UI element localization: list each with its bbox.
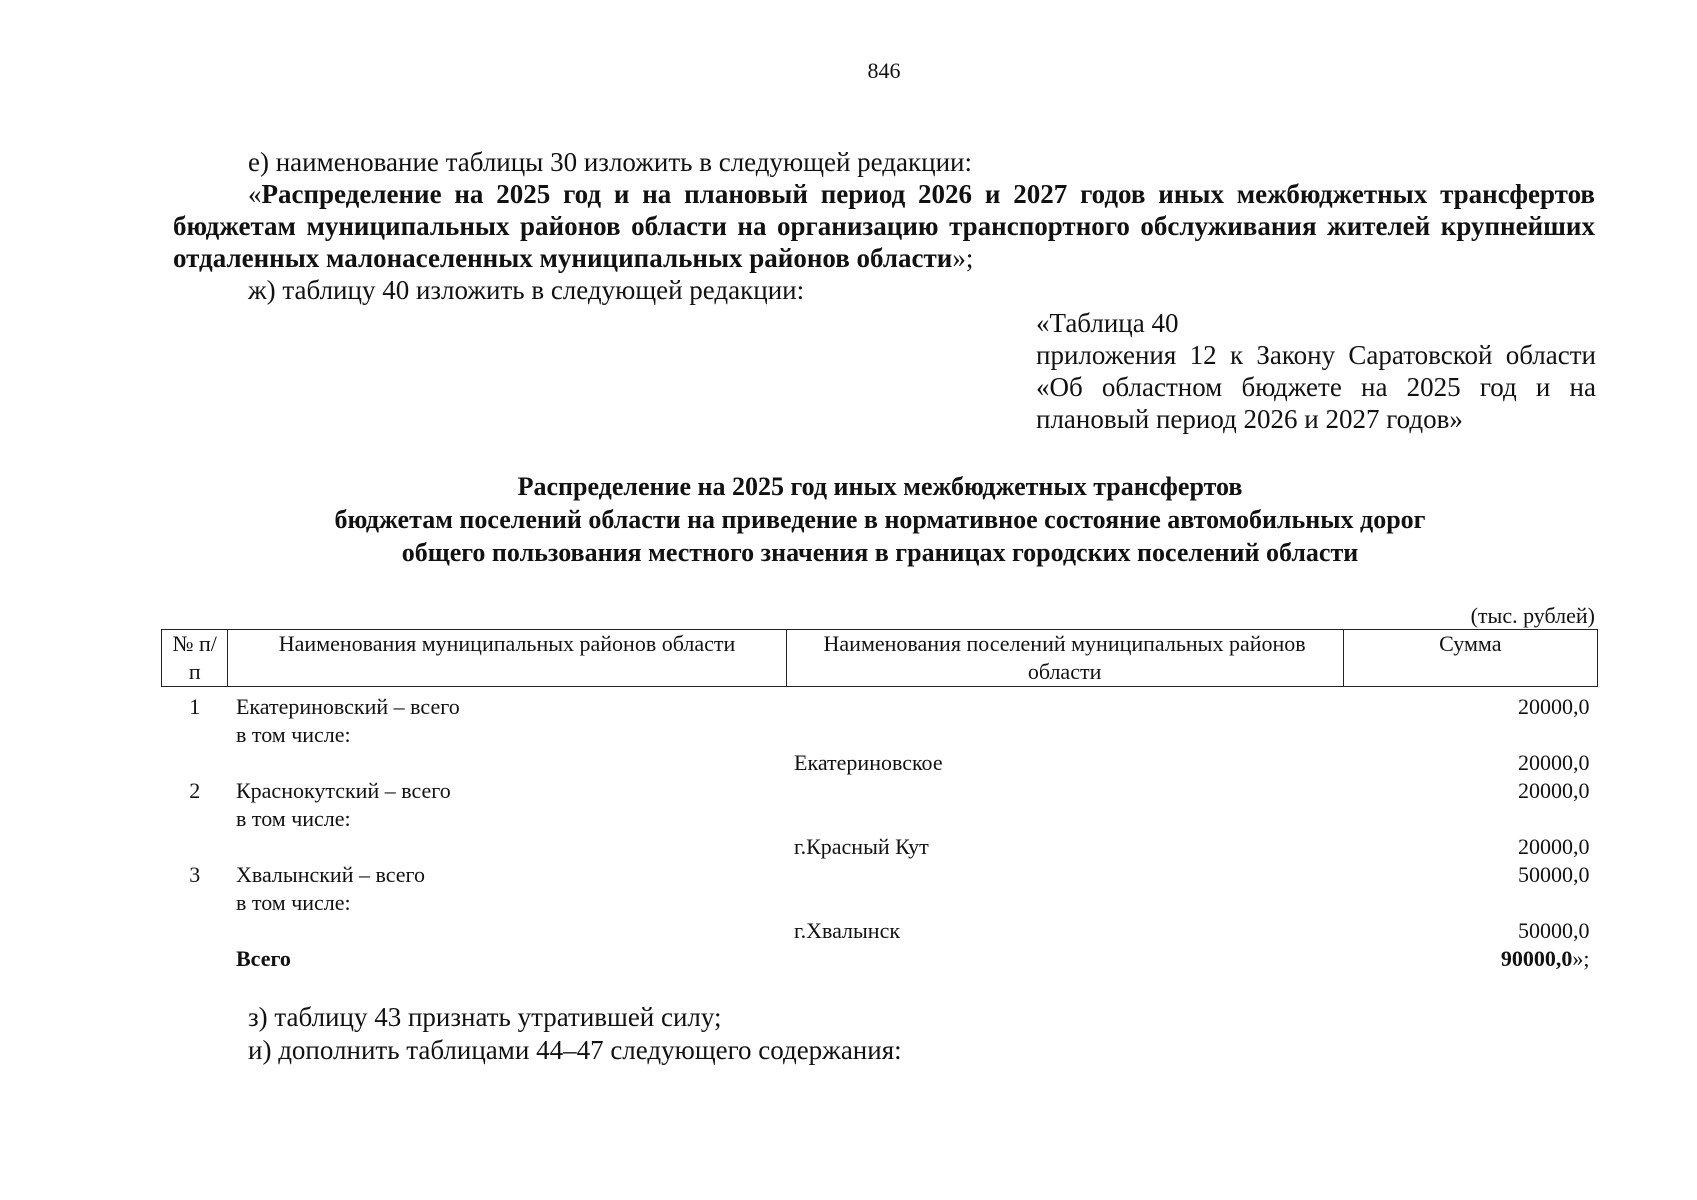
row-sum: 20000,0 bbox=[1518, 750, 1590, 775]
closing-section bbox=[173, 1001, 1595, 1067]
row-num bbox=[162, 805, 228, 833]
item-i-text: и) дополнить таблицами 44–47 следующего содержания: bbox=[248, 1035, 902, 1065]
intro-section bbox=[173, 146, 1595, 306]
appendix-law-reference: приложения 12 к Закону Саратовской области «Об областном бюджете на 2025 год и на плановый период 2026 и 2027 годов» bbox=[1036, 340, 1596, 434]
row-num bbox=[162, 833, 228, 861]
row-district bbox=[228, 749, 786, 777]
row-num bbox=[162, 721, 228, 749]
transfers-table bbox=[161, 629, 1598, 973]
total-suffix: »; bbox=[1572, 946, 1590, 971]
row-sum: 20000,0 bbox=[1518, 834, 1590, 859]
row-district bbox=[228, 917, 786, 945]
table-title-line-3: общего пользования местного значения в границах городских поселений области bbox=[401, 538, 1359, 567]
units-label: (тыс. рублей) bbox=[1470, 603, 1595, 628]
row-sum bbox=[1343, 889, 1597, 917]
row-settlement bbox=[786, 805, 1343, 833]
row-sum: 50000,0 bbox=[1518, 918, 1590, 943]
row-district: в том числе: bbox=[235, 722, 351, 747]
row-sum: 20000,0 bbox=[1518, 778, 1590, 803]
row-district: в том числе: bbox=[235, 806, 351, 831]
total-sum: 90000,0 bbox=[1500, 946, 1573, 971]
appendix-reference bbox=[1036, 307, 1596, 435]
table-header-row bbox=[162, 630, 1598, 687]
table-total-row bbox=[162, 945, 1598, 973]
row-settlement: г.Красный Кут bbox=[794, 834, 929, 859]
table-title-line-2: бюджетам поселений области на приведение в нормативное состояние автомобильных дорог bbox=[334, 505, 1426, 534]
header-sum: Сумма bbox=[1343, 630, 1597, 687]
appendix-table-label: «Таблица 40 bbox=[1036, 308, 1179, 338]
table-row bbox=[162, 687, 1598, 722]
row-num: 2 bbox=[189, 778, 201, 803]
total-num-cell bbox=[162, 945, 228, 973]
table-row bbox=[162, 889, 1598, 917]
quote-close: »; bbox=[952, 243, 974, 273]
row-num bbox=[162, 749, 228, 777]
table-row bbox=[162, 749, 1598, 777]
header-district: Наименования муниципальных районов области bbox=[228, 630, 786, 687]
row-settlement bbox=[786, 687, 1343, 722]
table-row bbox=[162, 805, 1598, 833]
row-num bbox=[162, 917, 228, 945]
row-num: 1 bbox=[189, 694, 201, 719]
row-sum: 50000,0 bbox=[1518, 862, 1590, 887]
row-num bbox=[162, 889, 228, 917]
row-settlement: Екатериновское bbox=[794, 750, 943, 775]
row-num: 3 bbox=[189, 862, 201, 887]
table-row bbox=[162, 917, 1598, 945]
item-zh-text: ж) таблицу 40 изложить в следующей редакции: bbox=[248, 275, 805, 305]
item-z-text: з) таблицу 43 признать утратившей силу; bbox=[248, 1002, 722, 1032]
row-settlement bbox=[786, 889, 1343, 917]
row-district: Краснокутский – всего bbox=[235, 778, 451, 803]
table-row bbox=[162, 833, 1598, 861]
row-district bbox=[228, 833, 786, 861]
table-title bbox=[160, 470, 1600, 569]
row-settlement: г.Хвалынск bbox=[794, 918, 901, 943]
table-row bbox=[162, 777, 1598, 805]
total-sum-cell bbox=[1343, 945, 1597, 973]
row-district: Екатериновский – всего bbox=[235, 694, 460, 719]
row-settlement bbox=[786, 777, 1343, 805]
table-row bbox=[162, 861, 1598, 889]
item-e-text: е) наименование таблицы 30 изложить в следующей редакции: bbox=[248, 147, 972, 177]
total-label: Всего bbox=[235, 946, 291, 971]
header-num: № п/п bbox=[162, 630, 228, 687]
row-sum: 20000,0 bbox=[1518, 694, 1590, 719]
row-settlement bbox=[786, 861, 1343, 889]
table-title-line-1: Распределение на 2025 год иных межбюджетных трансфертов bbox=[517, 472, 1243, 501]
page-number: 846 bbox=[867, 58, 901, 83]
row-district: в том числе: bbox=[235, 890, 351, 915]
row-sum bbox=[1343, 721, 1597, 749]
row-settlement bbox=[786, 721, 1343, 749]
total-settlement-cell bbox=[786, 945, 1343, 973]
table-30-new-title: Распределение на 2025 год и на плановый период 2026 и 2027 годов иных межбюджетных трансфертов бюджетам муниципальных районов области на организацию транспортного обслуживания жителей крупнейших отдаленных малонаселенных муниципальных районов области bbox=[173, 179, 1595, 273]
row-district: Хвалынский – всего bbox=[235, 862, 425, 887]
row-sum bbox=[1343, 805, 1597, 833]
table-row bbox=[162, 721, 1598, 749]
quote-open: « bbox=[248, 179, 262, 209]
table-30-title-quote bbox=[173, 178, 1595, 274]
header-settlement: Наименования поселений муниципальных районов области bbox=[786, 630, 1343, 687]
